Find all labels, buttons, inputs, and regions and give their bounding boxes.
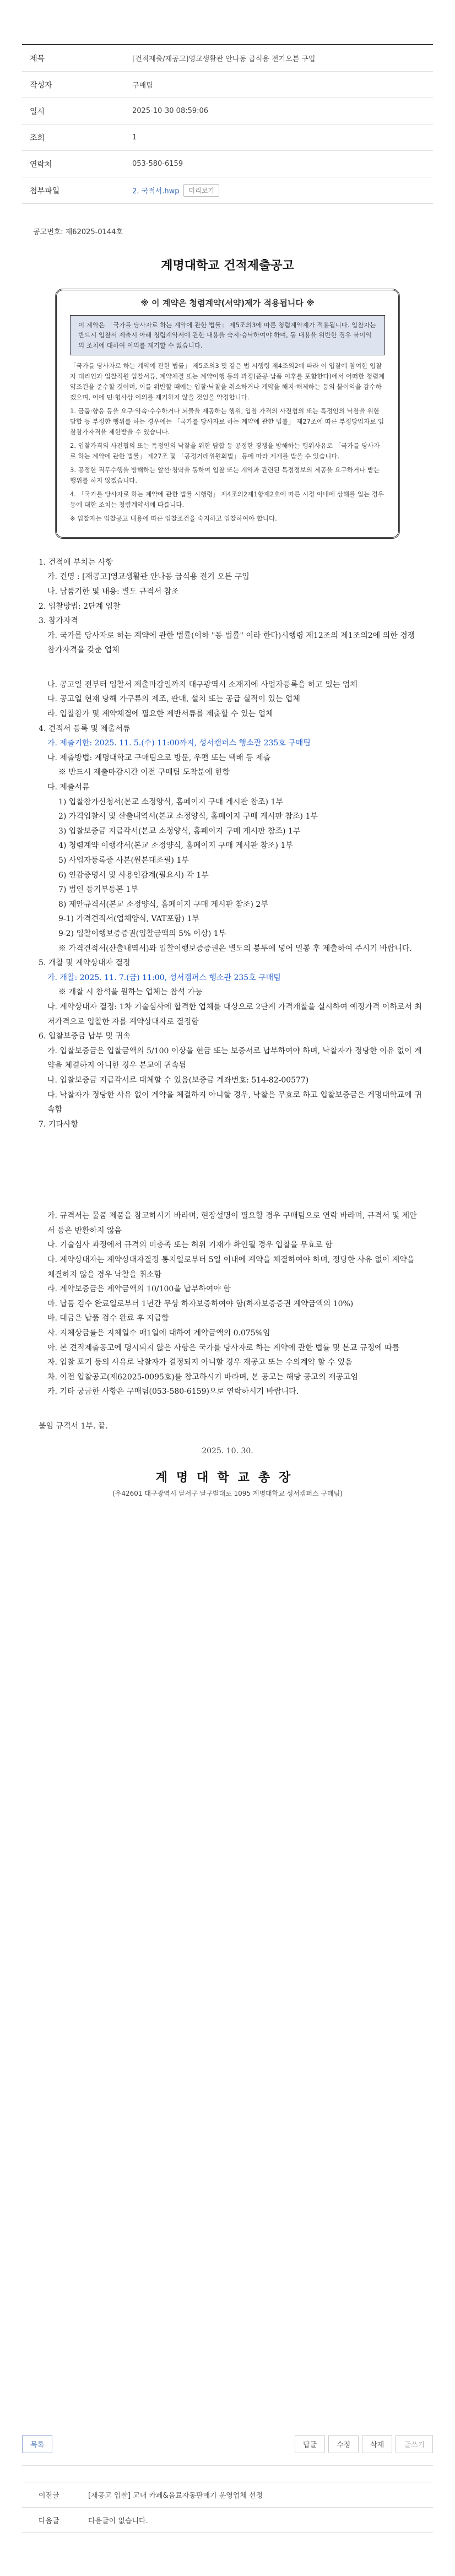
notice-line: 가. 입찰보증금은 입찰금액의 5/100 이상을 현금 또는 보증서로 납부하여야 하며, 낙찰자가 정당한 이유 없이 계약을 체결하지 아니한 경우 본교에 귀속됨: [47, 1046, 422, 1070]
notice-line: 차. 이전 입찰공고(제62025-0095호)를 참고하시기 바라며, 본 공고는 해당 공고의 재공고임: [47, 1372, 359, 1382]
notice-line: 가. 제출기한: 2025. 11. 5.(수) 11:00까지, 성서캠퍼스 행소관 235호 구매팀: [47, 739, 311, 748]
notice-line: 나. 기술심사 과정에서 규격의 미충족 또는 허위 기재가 확인될 경우 입찰을 무효로 함: [47, 1241, 333, 1250]
attachment-cell: [132, 180, 433, 201]
post-author: 구매팀: [132, 82, 153, 90]
integrity-box-summary: 이 계약은 「국가를 당사자로 하는 계약에 관한 법률」 제5조의3에 따른 청렴계약제가 적용됩니다. 입찰자는 반드시 입찰서 제출시 아래 청렴계약서에 관한 내용을 숙지·승낙하여야 하며, 동 내용을 위반한 경우 불이익의 조치에 대하여 이의를 제기할 수 없습니다.: [70, 315, 385, 355]
notice-line: 나. 입찰보증금 지급각서로 대체할 수 있음(보증금 계좌번호: 514-82-00577): [47, 1075, 309, 1085]
attachment-line: [132, 184, 433, 197]
write-button[interactable]: 글쓰기: [396, 2435, 433, 2453]
notice-line: ※ 개찰 시 참석을 원하는 업체는 참석 가능: [58, 988, 203, 997]
post-action-buttons: [295, 2435, 433, 2453]
attachment-file-link[interactable]: 2. 국적서.hwp: [132, 187, 180, 196]
notice-line: 가. 개찰: 2025. 11. 7.(금) 11:00, 성서캠퍼스 행소관 235호 구매팀: [47, 973, 281, 982]
issuing-organization: 계명대학교총장: [155, 1470, 300, 1485]
notice-line: 6) 인감증명서 및 사용인감계(필요시) 각 1부: [58, 870, 209, 880]
title-label: 제목: [30, 54, 45, 63]
notice-line: 4) 청렴계약 이행각서(본교 소정양식, 홈페이지 구매 게시판 참조) 1부: [58, 841, 293, 851]
notice-line: 8) 제안규격서(본교 소정양식, 홈페이지 구매 게시판 참조) 2부: [58, 900, 268, 909]
notice-line: 다. 공고일 현재 당해 가구류의 제조, 판매, 설치 또는 공급 실적이 있는 업체: [47, 695, 300, 704]
author-label: 작성자: [30, 80, 52, 90]
notice-line: 바. 대금은 납품 검수 완료 후 지급함: [47, 1314, 169, 1323]
notice-line: 카. 기타 궁금한 사항은 구매팀(053-580-6159)으로 연락하시기 바랍니다.: [47, 1387, 299, 1397]
post-contact: 053-580-6159: [132, 160, 183, 168]
info-row-contact: [22, 151, 433, 177]
spacer: [33, 1409, 422, 1419]
next-post-row: [22, 2508, 433, 2533]
contact-label: 연락처: [30, 160, 52, 169]
prev-next-nav: [22, 2482, 433, 2533]
notice-line: 5. 개찰 및 계약상대자 결정: [39, 959, 131, 968]
notice-line: ※ 가격견적서(산출내역서)와 입찰이행보증증권은 별도의 봉투에 넣어 밀봉 후 제출하여 주시기 바랍니다.: [58, 944, 412, 953]
spacer: [33, 658, 422, 668]
date-label: 일시: [30, 107, 45, 116]
integrity-box-item: 1. 금품·향응 등을 요구·약속·수수하거나 뇌물을 제공하는 행위, 입찰 가격의 사전협의 또는 특정인의 낙찰을 위한 담합 등 부정한 행위를 하는 경우에는 「국가를 당사자로 하는 계약에 관한 법률」 제27조에 따른 부정당업자로 입찰참가자격을 제한받을 수 있습니다.: [70, 407, 384, 436]
info-row-title: [22, 45, 433, 72]
post-title: [건적제출/재공고]영교생활관 안나동 급식용 전기오븐 구입: [132, 55, 316, 63]
integrity-box-item: ※ 입찰자는 입찰공고 내용에 따른 입찰조건을 숙지하고 입찰하여야 합니다.: [70, 514, 277, 522]
notice-line: 3. 참가자격: [39, 616, 78, 626]
views-label: 조회: [30, 133, 45, 143]
notice-line: 1) 입찰참가신청서(본교 소정양식, 홈페이지 구매 게시판 참조) 1부: [58, 797, 283, 807]
integrity-box-item: 2. 입찰가격의 사전협의 또는 특정인의 낙찰을 위한 담합 등 공정한 경쟁을 방해하는 행위사유로 「국가를 당사자로 하는 계약에 관한 법률」 제27조 및 「공정거래위원회법」 등에 따라 제재를 받을 수 있습니다.: [70, 441, 380, 460]
notice-line: ※ 반드시 제출마감시간 이전 구매팀 도착분에 한함: [58, 768, 230, 777]
integrity-box-items: [70, 361, 385, 524]
notice-line: 3) 입찰보증금 지급각서(본교 소정양식, 홈페이지 구매 게시판 참조) 1부: [58, 826, 301, 836]
notice-date: 2025. 10. 30.: [202, 1446, 253, 1455]
notice-line: 마. 납품 검수 완료일로부터 1년간 무상 하자보증하여야 함(하자보증증권 계약금액의 10%): [47, 1299, 354, 1308]
spacer: [33, 1399, 422, 1409]
notice-line: 7) 법인 등기부등본 1부: [58, 885, 138, 895]
notice-sections: [33, 555, 422, 1434]
notice-line: 4. 견적서 등록 및 제출서류: [39, 724, 131, 733]
integrity-box-item: 4. 「국가를 당사자로 하는 계약에 관한 법률 시행령」 제4조의2제1항제2호에 따른 시정 이내에 상해를 입는 경우 등에 대한 조치는 청렴계약서에 따릅니다.: [70, 490, 384, 508]
notice-line: 2. 입찰방법: 2단계 입찰: [39, 602, 121, 611]
post-date: 2025-10-30 08:59:06: [132, 107, 209, 115]
notice-line: 2) 가격입찰서 및 산출내역서(본교 소정양식, 홈페이지 구매 게시판 참조) 1부: [58, 812, 318, 821]
notice-line: 라. 계약보증금은 계약금액의 10/100을 납부하여야 함: [47, 1285, 231, 1294]
prev-post-link[interactable]: [재공고 입찰] 교내 카페&음료자동판매기 운영업체 선정: [88, 2492, 263, 2500]
notice-line: 나. 납품기한 및 내용: 별도 규격서 참조: [47, 587, 179, 596]
notice-line: 다. 계약상대자는 계약상대자결정 통지일로부터 5일 이내에 계약을 체결하여야 하며, 정당한 사유 없이 계약을 체결하지 않을 경우 낙찰을 취소함: [47, 1255, 415, 1279]
notice-title: 계명대학교 건적제출공고: [161, 259, 294, 273]
integrity-box-item: 「국가를 당사자로 하는 계약에 관한 법률」 제5조의3 및 같은 법 시행령 제4조의2에 따라 이 입찰에 참여한 입찰자 대리인과 입찰직원 입찰서류, 계약체결 또는 계약이행 등의 과정(준공·납품 이후를 포함한다)에서 어떠한 청렴계약조건을 준수할 것이며, 이를 위반할 때에는 입찰·낙찰을 취소하거나 계약을 해지·해제하는 등의 불이익을 감수하겠으며, 이에 민·형사상 이의를 제기하지 않을 것임을 약정합니다.: [70, 362, 385, 402]
attachment-label: 첨부파일: [30, 186, 60, 196]
notice-line: 사. 지체상금률은 지체일수 매1일에 대하여 계약금액의 0.075%임: [47, 1329, 270, 1338]
integrity-contract-box: [55, 289, 400, 539]
notice-line: 아. 본 견적제출공고에 명시되지 않은 사항은 국가를 당사자로 하는 계약에 관한 법률 및 본교 규정에 따름: [47, 1343, 400, 1352]
next-label: 다음글: [39, 2517, 59, 2525]
notice-line: 5) 사업자등록증 사본(원본대조필) 1부: [58, 856, 189, 865]
notice-number: 공고번호: 제62025-0144호: [33, 228, 123, 236]
notice-line: 9-1) 가격견적서(업체양식, VAT포함) 1부: [58, 914, 199, 924]
notice-line: 다. 제출서류: [47, 783, 90, 792]
next-post-text: 다음글이 없습니다.: [88, 2517, 148, 2525]
notice-line: 9-2) 입찰이행보증증권(입찰금액의 5% 이상) 1부: [58, 929, 226, 938]
notice-line: 나. 공고일 전부터 입찰서 제출마감일까지 대구광역시 소재지에 사업자등록을 하고 있는 업체: [47, 680, 358, 689]
prev-label: 이전글: [39, 2492, 59, 2500]
info-row-author: [22, 72, 433, 98]
info-row-date: [22, 98, 433, 125]
notice-line: 가. 규격서는 물품 제품을 참고하시기 바라며, 현장설명이 필요할 경우 구매팀으로 연락 바라며, 규격서 및 제안서 등은 반환하지 않음: [47, 1211, 417, 1235]
notice-line: 나. 계약상대자 결정: 1차 기술심사에 합격한 업체를 대상으로 2단계 가격개찰을 실시하여 예정가격 이하로서 최저가격으로 입찰한 자를 계약상대자로 결정함: [47, 1002, 422, 1026]
notice-line: 나. 제출방법: 계명대학교 구매팀으로 방문, 우편 또는 택배 등 제출: [47, 753, 271, 762]
page: [0, 44, 455, 2576]
spacer: [33, 1434, 422, 1444]
notice-line: 자. 입찰 포기 등의 사유로 낙찰자가 결정되지 아니할 경우 재공고 또는 수의계약 할 수 있음: [47, 1358, 353, 1367]
info-row-views: [22, 125, 433, 151]
notice-body: [22, 204, 433, 1498]
notice-line: 6. 입찰보증금 납부 및 귀속: [39, 1032, 131, 1041]
prev-post-row: [22, 2482, 433, 2508]
reply-button[interactable]: 답글: [295, 2435, 325, 2453]
list-button[interactable]: 목록: [22, 2435, 52, 2453]
notice-line: 다. 낙찰자가 정당한 사유 없이 계약을 체결하지 아니할 경우, 낙찰은 무효로 하고 입찰보증금은 계명대학교에 귀속함: [47, 1090, 422, 1114]
delete-button[interactable]: 삭제: [362, 2435, 392, 2453]
notice-line: 가. 건명 : [재공고]영교생활관 안나동 급식용 전기 오븐 구입: [47, 572, 250, 582]
notice-line: 7. 기타사항: [39, 1119, 78, 1129]
notice-line: 1. 건적에 부치는 사항: [39, 558, 113, 567]
notice-line: 붙임 규격서 1부. 끝.: [39, 1422, 108, 1431]
spacer: [33, 1132, 422, 1209]
preview-button[interactable]: 미리보기: [183, 184, 219, 197]
spacer: [33, 668, 422, 678]
post-views: 1: [132, 133, 137, 142]
notice-line: 가. 국가를 당사자로 하는 계약에 관한 법률(이하 "동 법률" 이라 한다)시행령 제12조의 제1조의2에 의한 경쟁참가자격을 갖춘 업체: [47, 631, 415, 655]
organization-address: (우42601 대구광역시 달서구 달구벌대로 1095 계명대학교 성서캠퍼스 구매팀): [112, 1490, 343, 1498]
post-action-bar: [22, 2435, 433, 2466]
integrity-box-heading: ※ 이 계약은 청렴계약(서약)제가 적용됩니다 ※: [140, 298, 315, 308]
info-row-attachment: [22, 177, 433, 204]
edit-button[interactable]: 수정: [328, 2435, 359, 2453]
post-info-table: [22, 44, 433, 204]
integrity-box-item: 3. 공정한 직무수행을 방해하는 알선·청탁을 통하여 입찰 또는 계약과 관련된 특정정보의 제공을 요구하거나 받는 행위를 하지 않겠습니다.: [70, 466, 380, 484]
notice-line: 라. 입찰참가 및 계약체결에 필요한 제반서류를 제출할 수 있는 업체: [47, 710, 273, 719]
